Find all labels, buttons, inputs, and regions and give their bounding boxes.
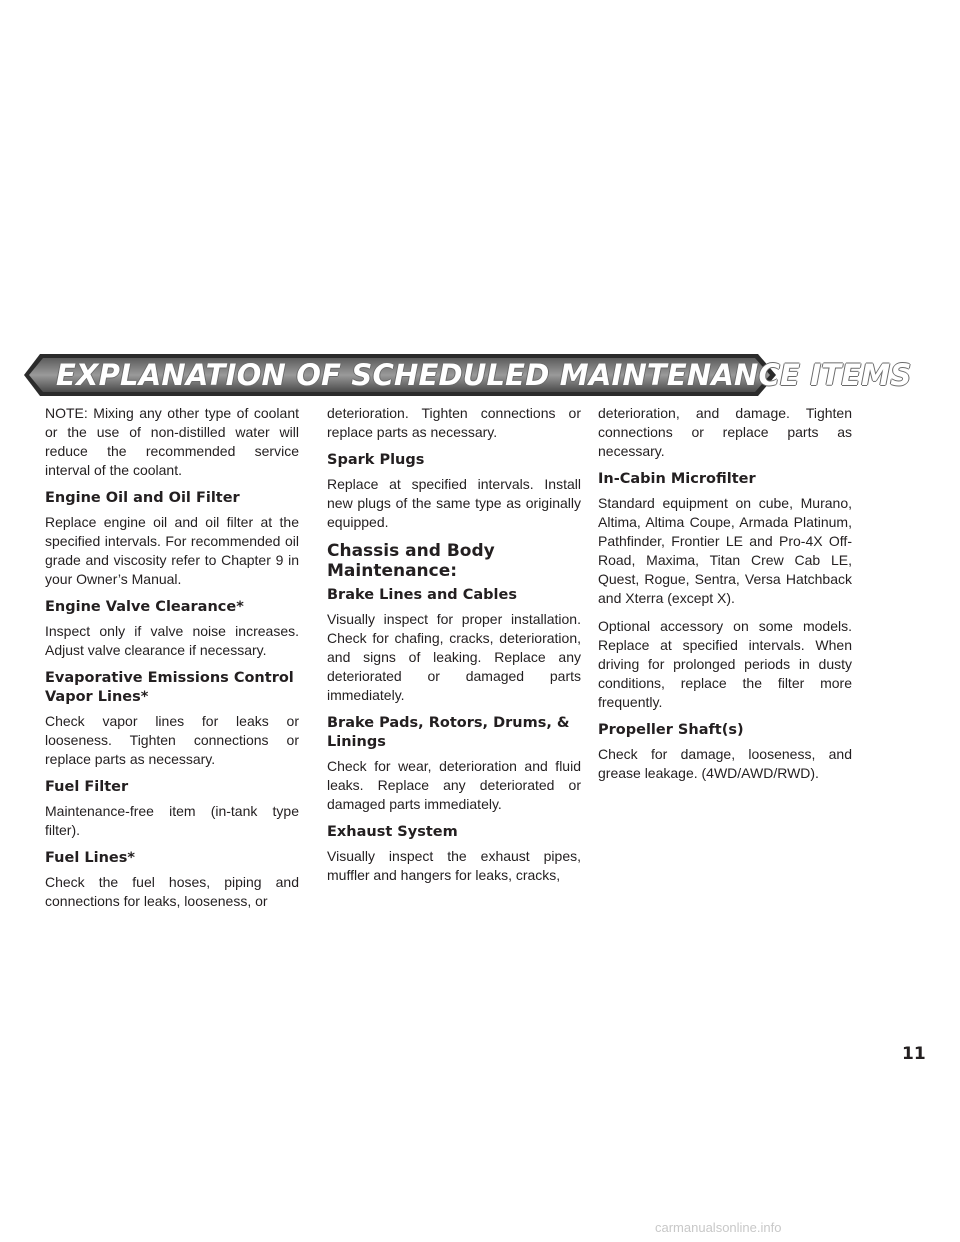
heading: Brake Pads, Rotors, Drums, & Linings xyxy=(327,715,570,750)
paragraph: deterioration. Tighten connections or replace parts as necessary. xyxy=(327,405,581,440)
heading: Exhaust System xyxy=(327,824,458,840)
page-number: 11 xyxy=(902,1044,926,1064)
paragraph: Check vapor lines for leaks or looseness. Tighten connections or replace parts as necessary. xyxy=(45,713,299,767)
section-banner xyxy=(22,352,912,398)
paragraph: Maintenance-free item (in-tank type filter). xyxy=(45,803,299,838)
paragraph: Replace engine oil and oil filter at the specified intervals. For recommended oil grade and viscosity refer to Chapter 9 in your Owner’s Manual. xyxy=(45,514,299,587)
paragraph: Optional accessory on some models. Replace at specified intervals. When driving for prolonged periods in dusty conditions, replace the filter more frequently. xyxy=(598,618,852,710)
heading: Evaporative Emissions Control Vapor Lines* xyxy=(45,670,294,705)
heading: Fuel Lines* xyxy=(45,850,135,866)
paragraph: Inspect only if valve noise increases. Adjust valve clearance if necessary. xyxy=(45,623,299,658)
heading: Engine Oil and Oil Filter xyxy=(45,490,240,506)
column-1 xyxy=(45,404,299,920)
heading: Engine Valve Clearance* xyxy=(45,599,244,615)
banner-title: EXPLANATION OF SCHEDULED MAINTENANCE ITEMS xyxy=(56,358,912,392)
paragraph: deterioration, and damage. Tighten connections or replace parts as necessary. xyxy=(598,405,852,459)
column-2 xyxy=(327,404,581,894)
paragraph: Replace at specified intervals. Install new plugs of the same type as originally equipped. xyxy=(327,476,581,530)
watermark: carmanualsonline.info xyxy=(655,1220,782,1235)
paragraph: Visually inspect for proper installation. Check for chafing, cracks, deterioration, and signs of leaking. Replace any deteriorated or damaged parts immediately. xyxy=(327,611,581,703)
heading: Brake Lines and Cables xyxy=(327,587,517,603)
paragraph: Visually inspect the exhaust pipes, muffler and hangers for leaks, cracks, xyxy=(327,848,581,883)
paragraph: Check for wear, deterioration and fluid leaks. Replace any deteriorated or damaged parts immediately. xyxy=(327,758,581,812)
heading: In-Cabin Microfilter xyxy=(598,471,756,487)
paragraph: NOTE: Mixing any other type of coolant or the use of non-distilled water will reduce the recommended service interval of the coolant. xyxy=(45,405,299,478)
heading: Propeller Shaft(s) xyxy=(598,722,744,738)
paragraph: Check the fuel hoses, piping and connections for leaks, looseness, or xyxy=(45,874,299,909)
paragraph: Standard equipment on cube, Murano, Altima, Altima Coupe, Armada Platinum, Pathfinder, Frontier LE and Pro-4X Off-Road, Maxima, Titan Crew Cab LE, Quest, Rogue, Sentra, Versa Hatchback and Xterra (except X). xyxy=(598,495,852,606)
heading: Spark Plugs xyxy=(327,452,425,468)
paragraph: Check for damage, looseness, and grease leakage. (4WD/AWD/RWD). xyxy=(598,746,852,781)
column-3 xyxy=(598,404,852,792)
heading: Chassis and Body Maintenance: xyxy=(327,541,495,581)
heading: Fuel Filter xyxy=(45,779,129,795)
